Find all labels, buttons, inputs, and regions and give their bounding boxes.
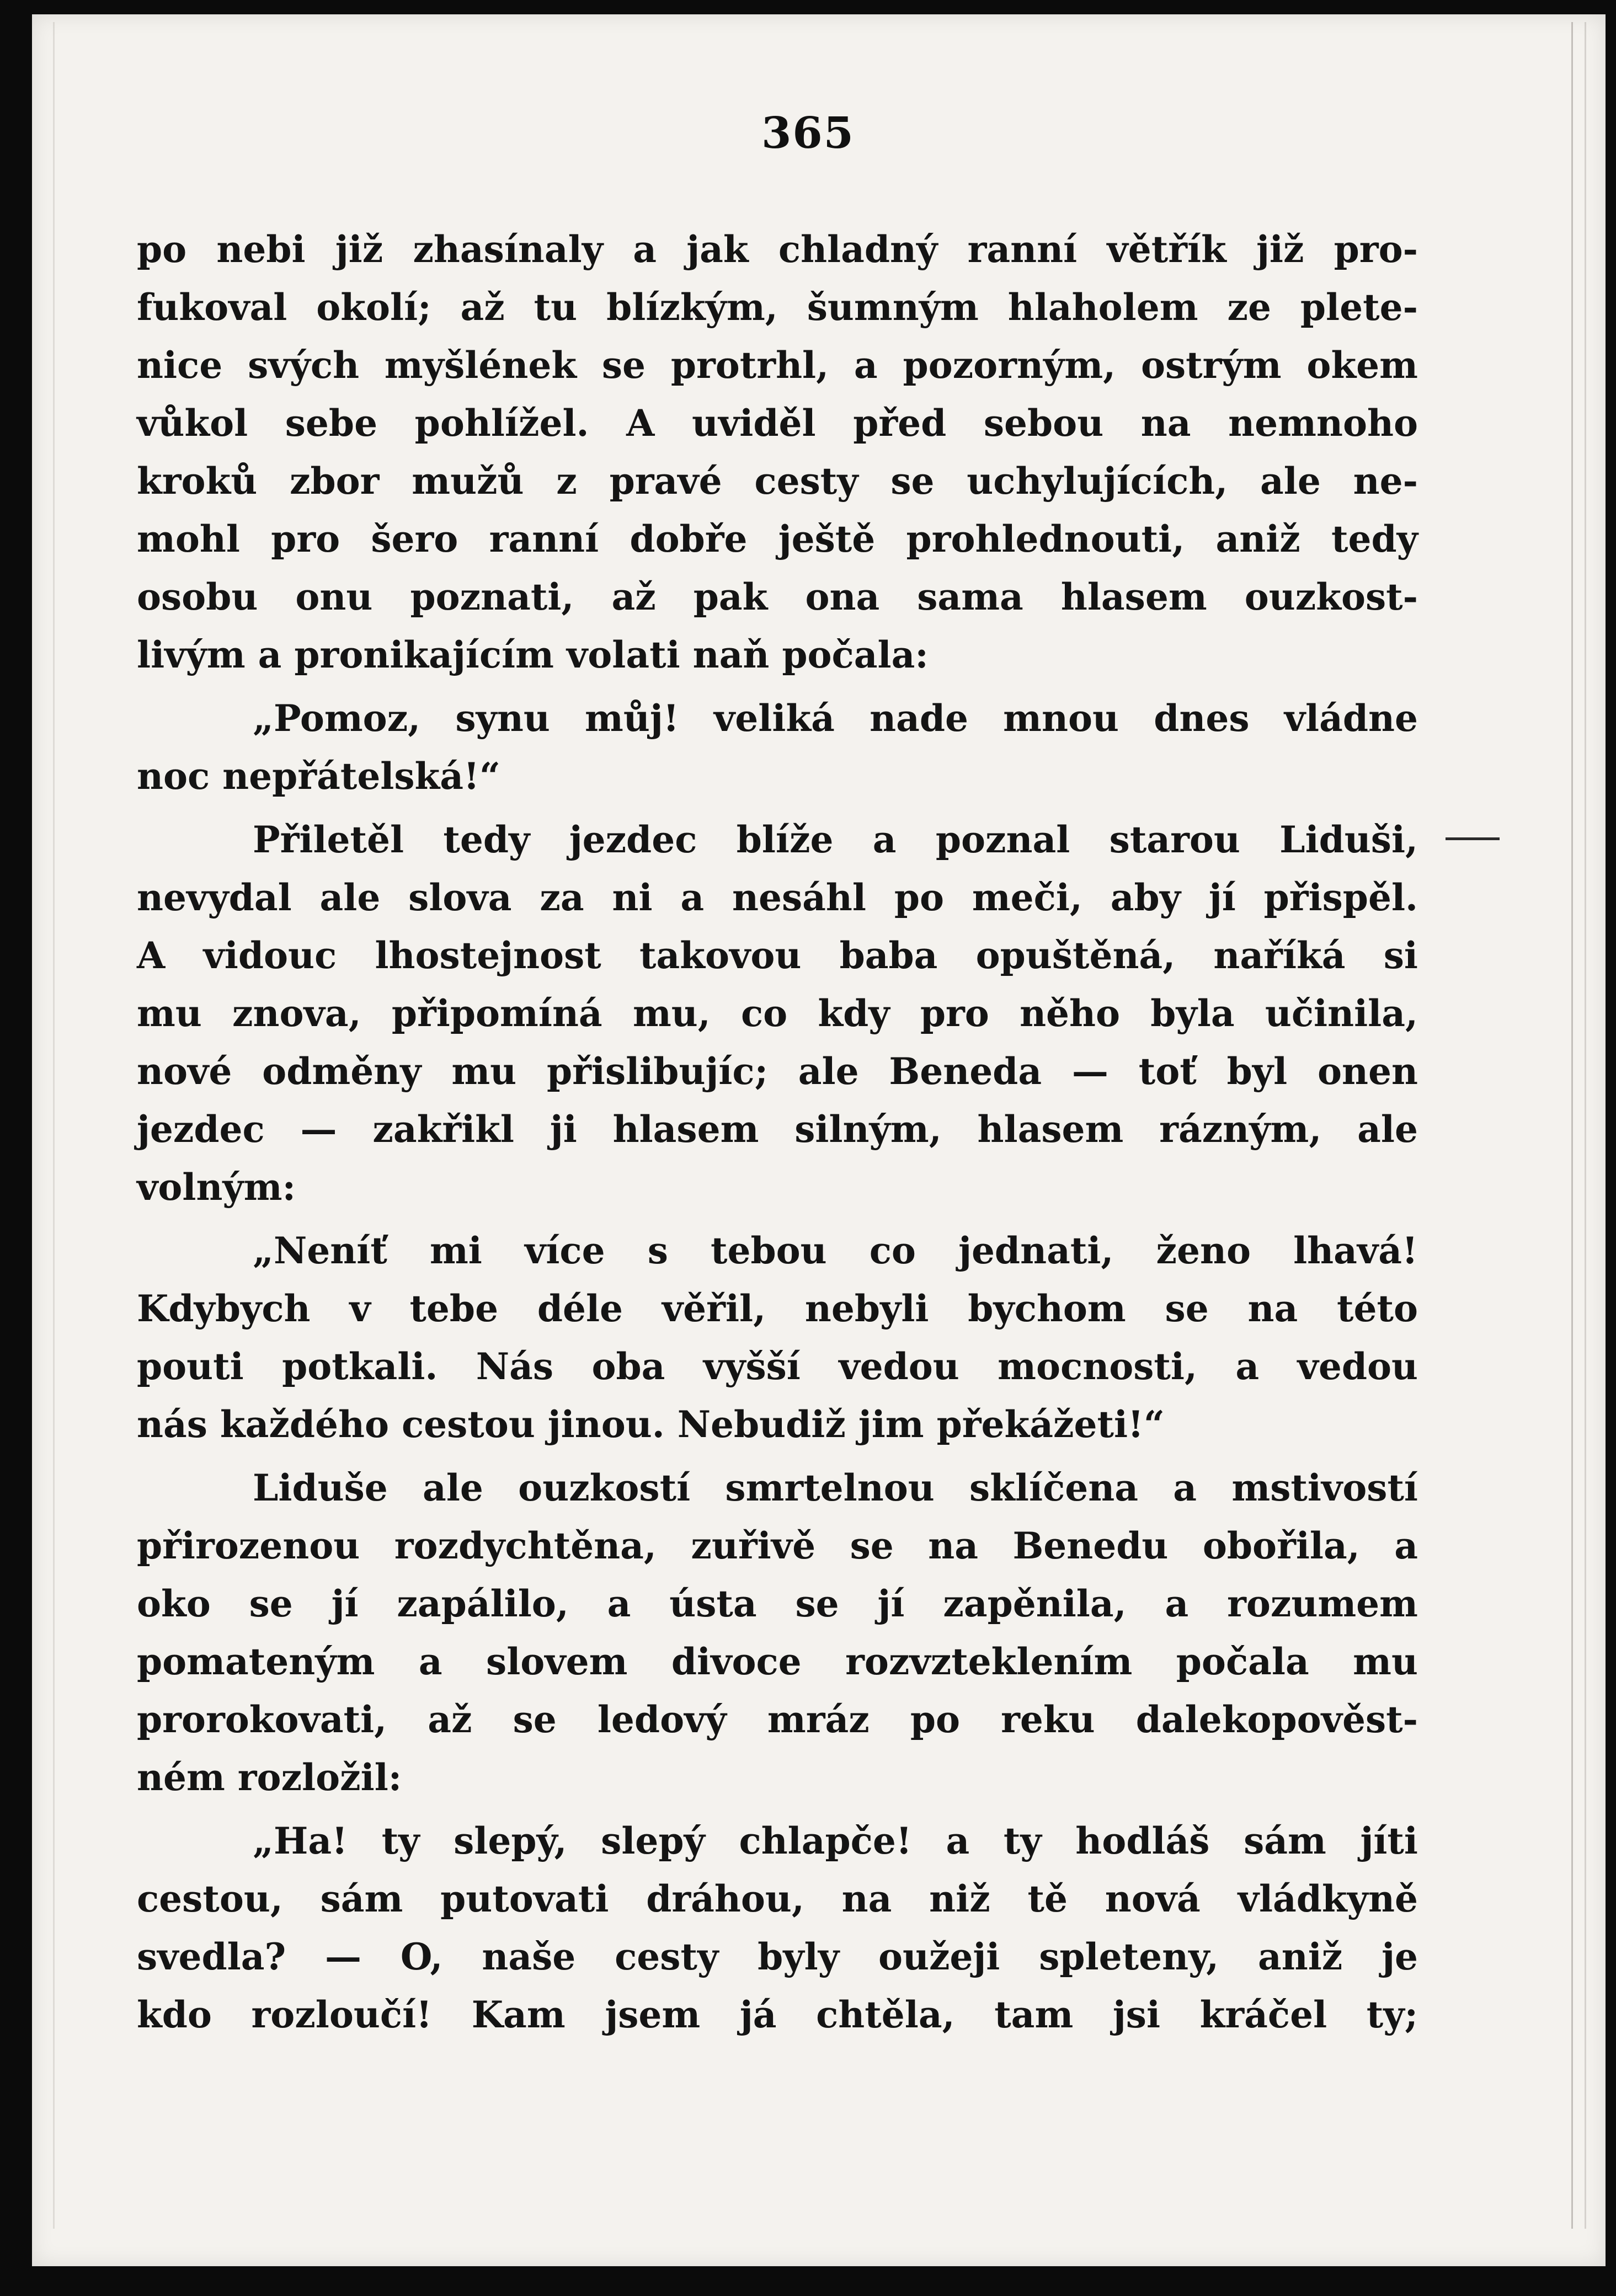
text-line: mu znova, připomíná mu, co kdy pro něho byla učinila, [137, 992, 1418, 1035]
text-line: mohl pro šero ranní dobře ještě prohlednouti, aniž tedy [137, 517, 1418, 560]
text-line: nevydal ale slova za ni a nesáhl po meči, aby jí přispěl. [137, 876, 1418, 919]
text-line: přirozenou rozdychtěna, zuřivě se na Benedu obořila, a [137, 1524, 1418, 1567]
text-line: fukoval okolí; až tu blízkým, šumným hlaholem ze plete- [137, 286, 1418, 329]
text-line: pomateným a slovem divoce rozvzteklením počala mu [137, 1640, 1418, 1683]
text-line: osobu onu poznati, až pak ona sama hlasem ouzkost- [137, 575, 1418, 618]
text-line: „Pomoz, synu můj! veliká nade mnou dnes vládne [253, 697, 1418, 740]
text-line: jezdec — zakřikl ji hlasem silným, hlasem rázným, ale [137, 1108, 1418, 1151]
page-number: 365 [761, 108, 855, 158]
text-line: pouti potkali. Nás oba vyšší vedou mocnosti, a vedou [137, 1345, 1418, 1388]
text-line: A vidouc lhostejnost takovou baba opuštěná, naříká si [137, 934, 1418, 977]
text-line: vůkol sebe pohlížel. A uviděl před sebou na nemnoho [137, 402, 1418, 445]
text-line: Kdybych v tebe déle věřil, nebyli bychom se na této [137, 1287, 1418, 1330]
text-line: po nebi již zhasínaly a jak chladný ranní větřík již pro- [137, 228, 1418, 271]
text-line: nové odměny mu přislibujíc; ale Beneda — toť byl onen [137, 1050, 1418, 1093]
margin-dash-mark [1446, 837, 1500, 840]
text-line: livým a pronikajícím volati naň počala: [137, 633, 929, 676]
text-line: kdo rozloučí! Kam jsem já chtěla, tam jsi kráčel ty; [137, 1993, 1418, 2036]
paragraph [137, 1812, 1418, 2044]
page-edge-line [1585, 22, 1586, 2229]
paragraph [137, 1222, 1418, 1454]
text-line: Přiletěl tedy jezdec blíže a poznal starou Liduši, [253, 818, 1418, 861]
paragraph [137, 811, 1418, 1216]
text-line: nice svých myšlének se protrhl, a pozorným, ostrým okem [137, 344, 1418, 387]
page-edge-line [53, 22, 55, 2229]
paragraph [137, 690, 1418, 805]
text-line: cestou, sám putovati dráhou, na niž tě nová vládkyně [137, 1877, 1418, 1920]
text-line: „Ha! ty slepý, slepý chlapče! a ty hodláš sám jíti [253, 1819, 1418, 1862]
text-line: noc nepřátelská!“ [137, 755, 500, 798]
text-line: nás každého cestou jinou. Nebudiž jim překážeti!“ [137, 1403, 1165, 1446]
text-line: kroků zbor mužů z pravé cesty se uchylujících, ale ne- [137, 460, 1418, 503]
paragraph [137, 221, 1418, 684]
text-line: oko se jí zapálilo, a ústa se jí zapěnila, a rozumem [137, 1582, 1418, 1625]
text-line: svedla? — O, naše cesty byly oužeji spleteny, aniž je [137, 1935, 1418, 1978]
paragraph [137, 1459, 1418, 1807]
text-line: Liduše ale ouzkostí smrtelnou sklíčena a mstivostí [253, 1466, 1418, 1509]
text-line: ném rozložil: [137, 1756, 402, 1799]
text-line: volným: [137, 1166, 296, 1209]
text-line: prorokovati, až se ledový mráz po reku dalekopověst- [137, 1698, 1418, 1741]
page-edge-line [1571, 22, 1573, 2229]
body-text [137, 221, 1418, 2049]
text-line: „Neníť mi více s tebou co jednati, ženo lhavá! [253, 1229, 1418, 1272]
